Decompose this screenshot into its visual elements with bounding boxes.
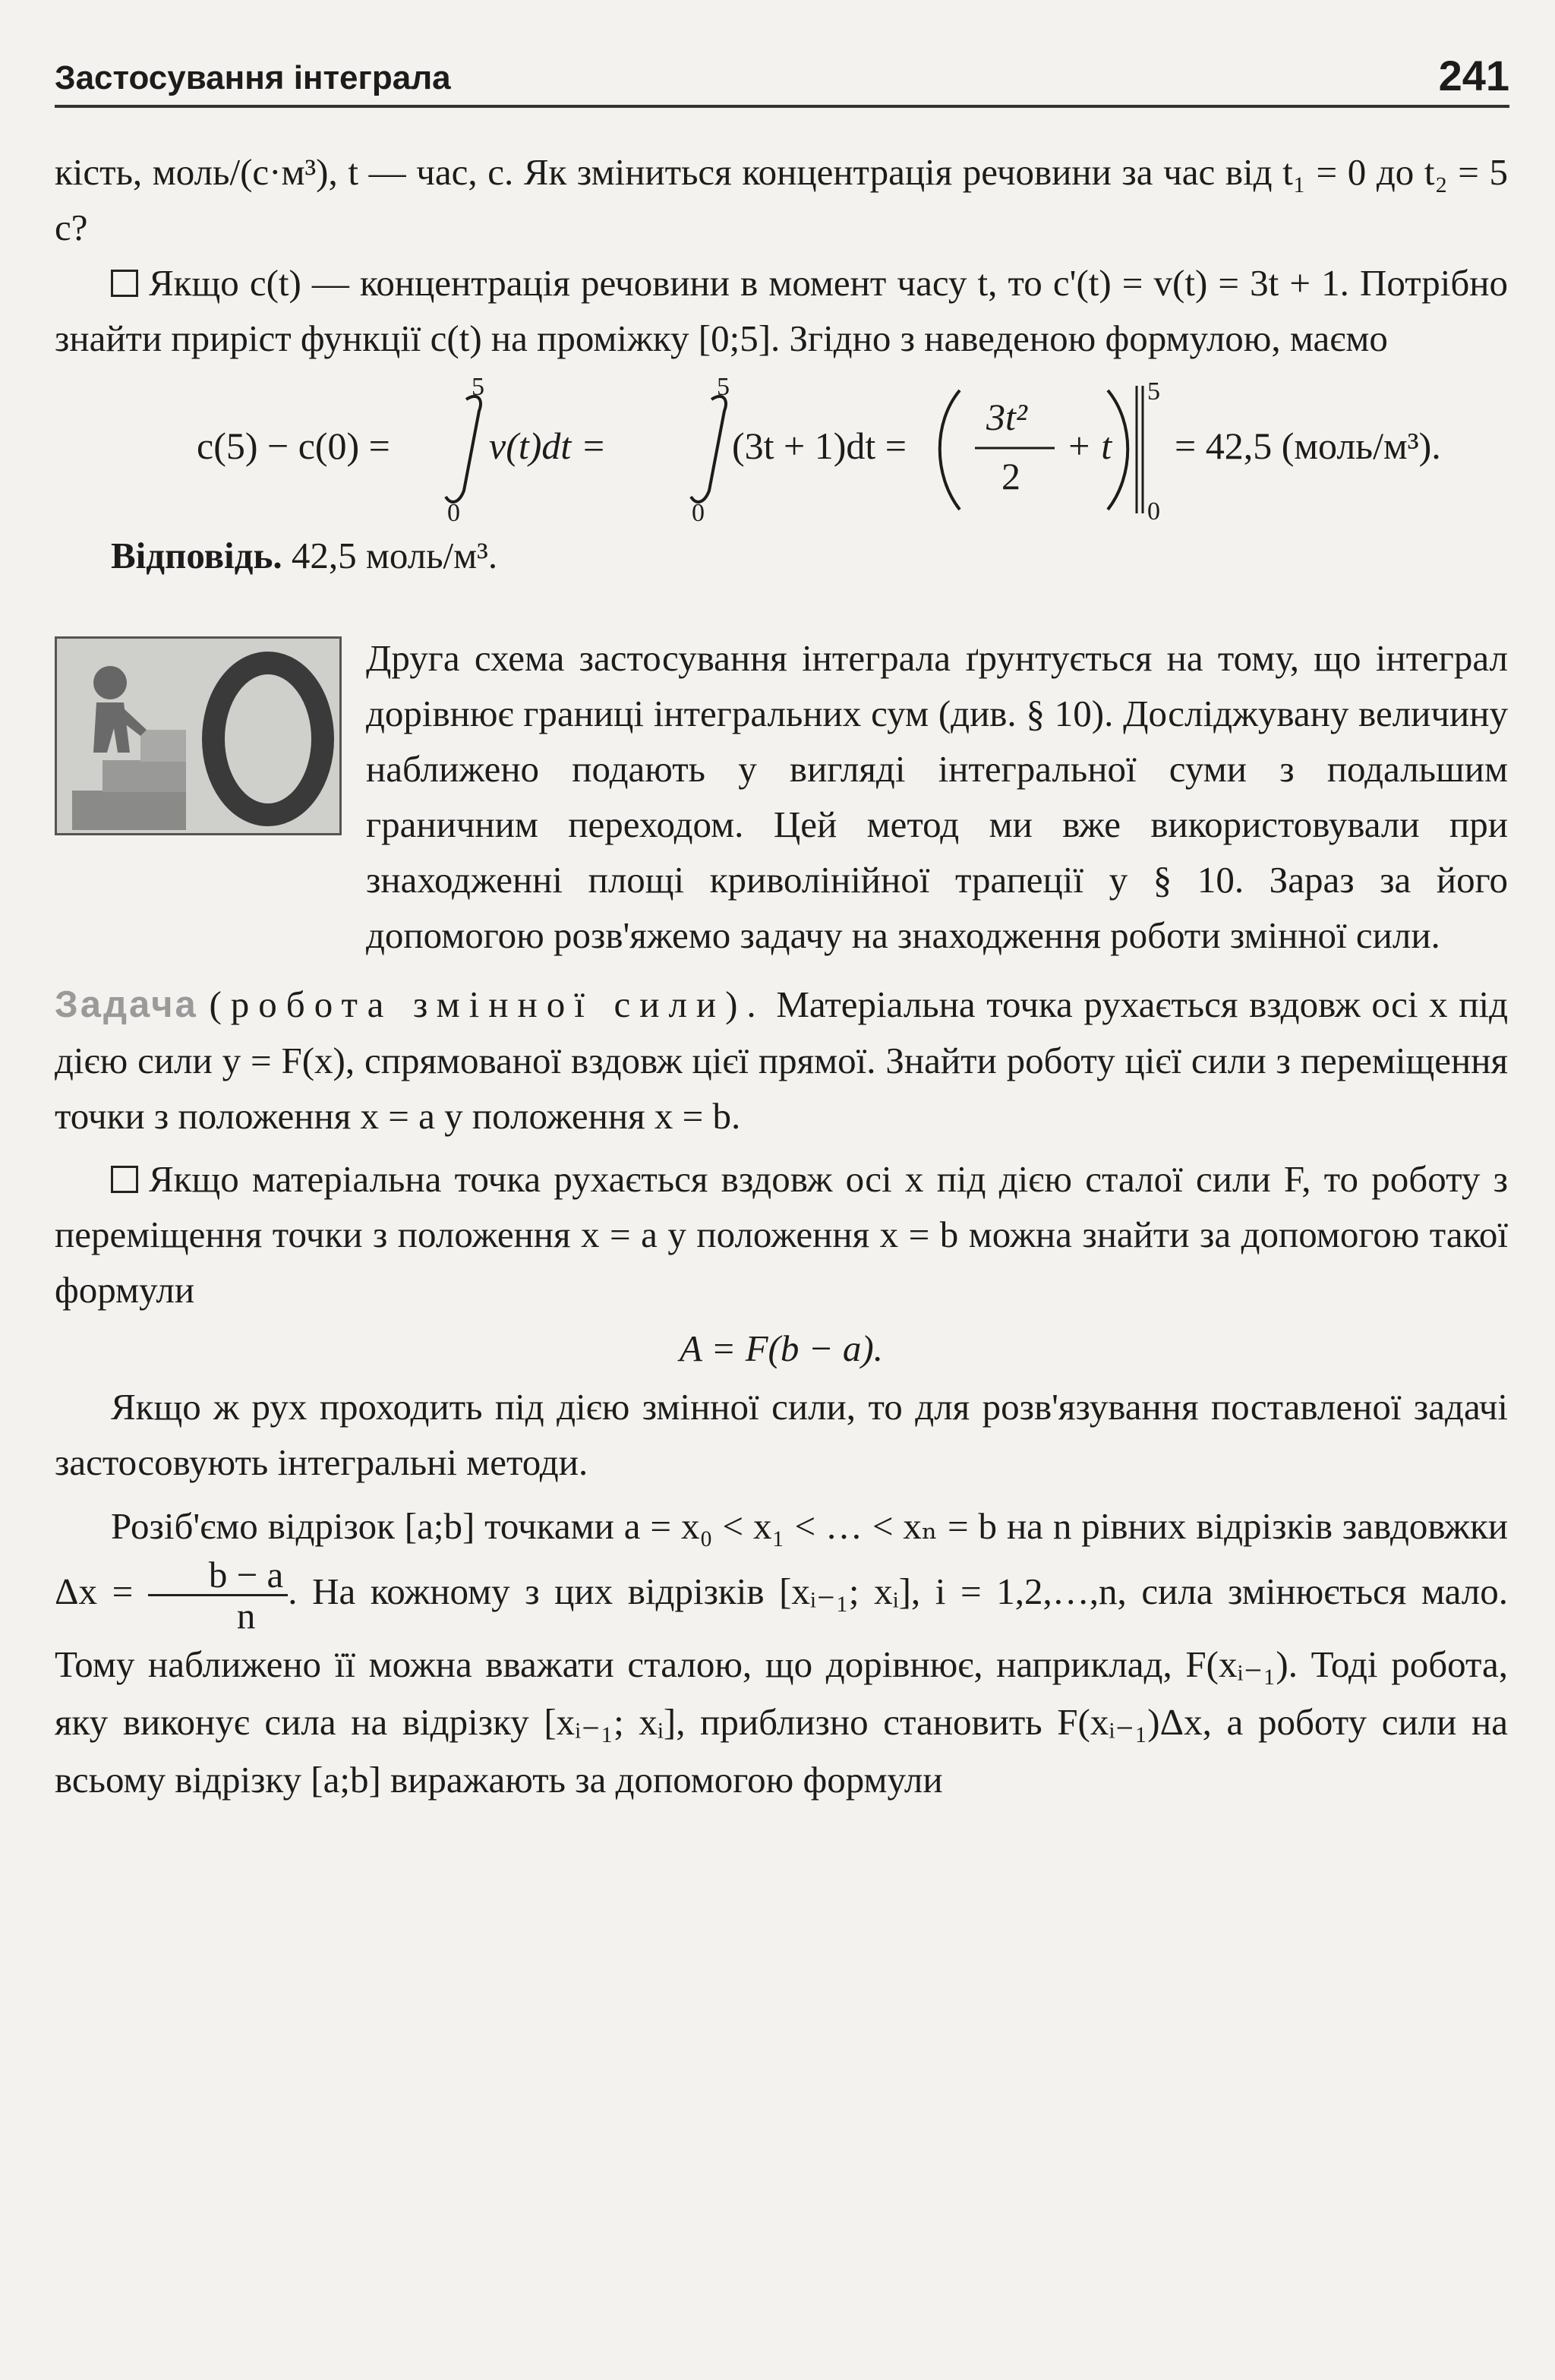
left-paren bbox=[940, 390, 960, 510]
running-header bbox=[55, 38, 1509, 106]
formula-lhs: c(5) − c(0) = bbox=[197, 425, 390, 467]
eval-lower: 0 bbox=[1147, 497, 1160, 525]
stepping-figure-icon bbox=[55, 636, 342, 835]
formula-svg bbox=[121, 369, 1442, 525]
intro-line: кість, моль/(с·м³), t — час, с. Як зміниться концентрація речовини за час від t₁ = 0 до t₂ = 5 с? bbox=[55, 151, 1508, 248]
bracket-tail: + t bbox=[1066, 425, 1112, 467]
solution-paragraph-1 bbox=[55, 255, 1508, 366]
integral-sign-1 bbox=[446, 396, 481, 502]
integral-2-upper: 5 bbox=[717, 373, 730, 401]
formula-concentration bbox=[55, 369, 1508, 525]
header-rule bbox=[55, 105, 1509, 108]
formula-result: = 42,5 (моль/м³). bbox=[1175, 425, 1441, 467]
problem-label: Задача bbox=[55, 984, 198, 1025]
integrand-2: (3t + 1)dt = bbox=[732, 425, 907, 467]
eval-upper: 5 bbox=[1147, 377, 1160, 406]
answer-label: Відповідь. bbox=[111, 535, 282, 576]
answer-value: 42,5 моль/м³. bbox=[291, 535, 498, 576]
formula-work-constant: A = F(b − a). bbox=[680, 1327, 883, 1369]
problem-paragraph bbox=[55, 977, 1508, 1144]
solution-2-start-box-icon bbox=[111, 1166, 138, 1193]
delta-x-denominator: n bbox=[236, 1595, 256, 1637]
stepping-figure-icon-svg bbox=[57, 639, 339, 833]
partition-end: . На кожному з цих відрізків [xᵢ₋₁; xᵢ], i = 1,2,…,n, сила змінюється мало. Тому наближено її можна вважати сталою, що дорівнює, наприклад, F(xᵢ₋₁). Тоді робота, яку виконує сила на відрізку [xᵢ₋₁; xᵢ], приблизно становить F(xᵢ₋₁)Δx, а роботу сили на всьому відрізку [a;b] виражають за допомогою формули bbox=[55, 1570, 1508, 1801]
integral-sign-2 bbox=[691, 396, 726, 502]
solution-2-text: Якщо матеріальна точка рухається вздовж осі x під дією сталої сили F, то роботу з переміщення точки з положення x = a у положення x = b можна знайти за допомогою такої формули bbox=[55, 1158, 1508, 1311]
delta-x-numerator: b − a bbox=[148, 1555, 288, 1596]
solution-paragraph-2 bbox=[55, 1151, 1508, 1318]
variable-force-paragraph: Якщо ж рух проходить під дією змінної сили, то для розв'язування поставленої задачі застосовують інтегральні методи. bbox=[55, 1386, 1508, 1483]
integral-1-upper: 5 bbox=[472, 373, 484, 401]
integral-1-lower: 0 bbox=[447, 499, 460, 525]
page-number: 241 bbox=[1438, 52, 1509, 99]
integral-2-lower: 0 bbox=[692, 499, 705, 525]
method-block bbox=[55, 630, 1508, 963]
problem-topic: (робота змінної сили). bbox=[209, 983, 765, 1025]
integrand-1: v(t)dt = bbox=[489, 425, 607, 467]
answer-line bbox=[55, 528, 1508, 583]
problem-text: Матеріальна точка рухається вздовж осі x під дією сили y = F(x), спрямованої вздовж цієї прямої. Знайти роботу цієї сили з переміщення точки з положення x = a у положення x = b. bbox=[55, 983, 1509, 1137]
solution-1-text: Якщо c(t) — концентрація речовини в момент часу t, то c'(t) = v(t) = 3t + 1. Потрібно знайти приріст функції c(t) на проміжку [0;5]. Згідно з наведеною формулою, маємо bbox=[55, 262, 1508, 359]
partition-paragraph bbox=[55, 1498, 1508, 1809]
chapter-title: Застосування інтеграла bbox=[55, 59, 451, 96]
bracket-numerator: 3t² bbox=[986, 396, 1027, 438]
delta-x-fraction bbox=[148, 1555, 288, 1636]
method-paragraph: Друга схема застосування інтеграла ґрунтується на тому, що інтеграл дорівнює границі інтегральних сум (див. § 10). Досліджувану величину наближено подають у вигляді інтегральної суми з подальшим граничним переходом. Цей метод ми вже використовували при знаходженні площі криволінійної трапеції у § 10. Зараз за його допомогою розв'яжемо задачу на знаходження роботи змінної сили. bbox=[366, 637, 1508, 956]
bracket-denominator: 2 bbox=[1001, 455, 1020, 497]
page-content bbox=[55, 144, 1508, 1809]
partition-start: Розіб'ємо відрізок [a;b] точками a = x₀ < x₁ < … < xₙ = b на n рівних відрізків завдовжки Δx = bbox=[55, 1505, 1508, 1613]
solution-start-box-icon bbox=[111, 270, 138, 297]
